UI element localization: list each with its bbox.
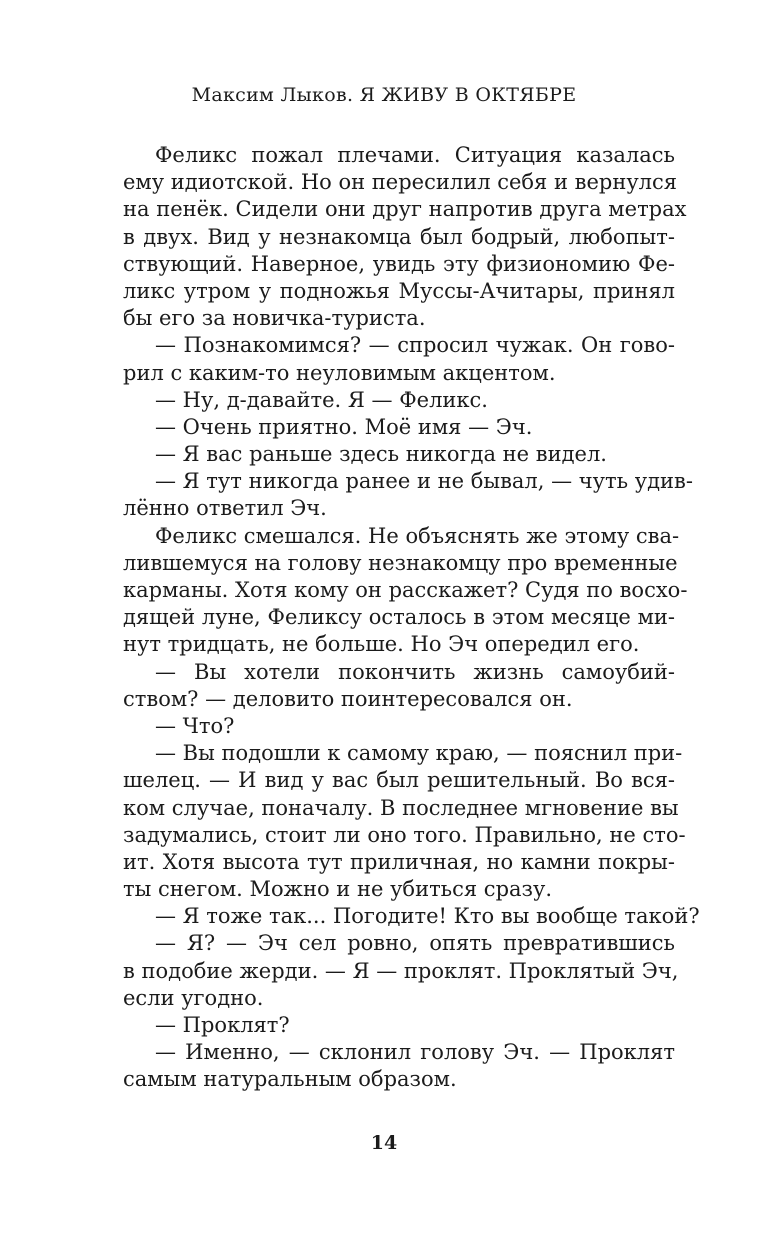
text-line: на пенёк. Сидели они друг напротив друга метрах — [123, 197, 687, 222]
text-line: — Очень приятно. Моё имя — Эч. — [155, 414, 533, 439]
text-line: — Я тоже так... Погодите! Кто вы вообще такой? — [155, 904, 700, 929]
text-line: — Проклят? — [155, 1013, 290, 1037]
text-line: — Я вас раньше здесь никогда не видел. — [155, 442, 607, 467]
header-separator: . — [346, 84, 360, 106]
text-line: — Вы подошли к самому краю, — пояснил при- — [155, 741, 683, 766]
book-title: Я ЖИВУ В ОКТЯБРЕ — [359, 84, 577, 106]
text-line: шелец. — И вид у вас был решительный. Во вся- — [123, 768, 675, 793]
text-line: — Ну, д-давайте. Я — Феликс. — [155, 387, 488, 412]
text-line: если угодно. — [123, 985, 264, 1010]
text-line: ством? — деловито поинтересовался он. — [123, 686, 573, 711]
text-line: Феликс смешался. Не объяснять же этому сва- — [155, 523, 680, 548]
text-line: ствующий. Наверное, увидь эту физиономию Фе- — [123, 251, 675, 276]
body-text — [123, 142, 700, 1094]
text-line: нут тридцать, не больше. Но Эч опередил его. — [123, 632, 640, 657]
text-line: в подобие жерди. — Я — проклят. Проклятый Эч, — [123, 958, 679, 983]
text-line: ком случае, поначалу. В последнее мгновение вы — [123, 795, 679, 820]
text-line: бы его за новичка-туриста. — [123, 306, 426, 331]
text-line: — Что? — [155, 713, 235, 738]
text-line: дящей луне, Феликсу осталось в этом месяце ми- — [123, 605, 675, 630]
text-line: — Я тут никогда ранее и не бывал, — чуть удив- — [155, 469, 693, 494]
text-line: Феликс пожал плечами. Ситуация казалась — [155, 143, 675, 167]
text-line: самым натуральным образом. — [123, 1067, 457, 1092]
text-line: карманы. Хотя кому он расскажет? Судя по восхо- — [123, 578, 688, 602]
text-line: в двух. Вид у незнакомца был бодрый, любопыт- — [123, 224, 675, 249]
text-line: ликс утром у подножья Муссы-Ачитары, принял — [123, 278, 675, 303]
text-line: — Вы хотели покончить жизнь самоубий- — [155, 659, 675, 684]
text-line: лившемуся на голову незнакомцу про временные — [123, 550, 678, 575]
text-line: — Именно, — склонил голову Эч. — Проклят — [155, 1040, 675, 1065]
author-name: Максим Лыков — [191, 84, 347, 106]
text-line: — Познакомимся? — спросил чужак. Он гово- — [155, 333, 675, 358]
text-line: ты снегом. Можно и не убиться сразу. — [123, 877, 553, 902]
text-line: рил с каким-то неуловимым акцентом. — [123, 360, 556, 385]
text-line: ему идиотской. Но он пересилил себя и вернулся — [123, 170, 678, 195]
text-line: лённо ответил Эч. — [123, 496, 327, 521]
text-line: — Я? — Эч сел ровно, опять превратившись — [155, 931, 675, 956]
text-line: задумались, стоит ли оно того. Правильно, не сто- — [123, 822, 686, 847]
page-number: 14 — [370, 1132, 398, 1154]
text-line: ит. Хотя высота тут приличная, но камни покры- — [123, 849, 675, 874]
running-header — [0, 84, 768, 106]
